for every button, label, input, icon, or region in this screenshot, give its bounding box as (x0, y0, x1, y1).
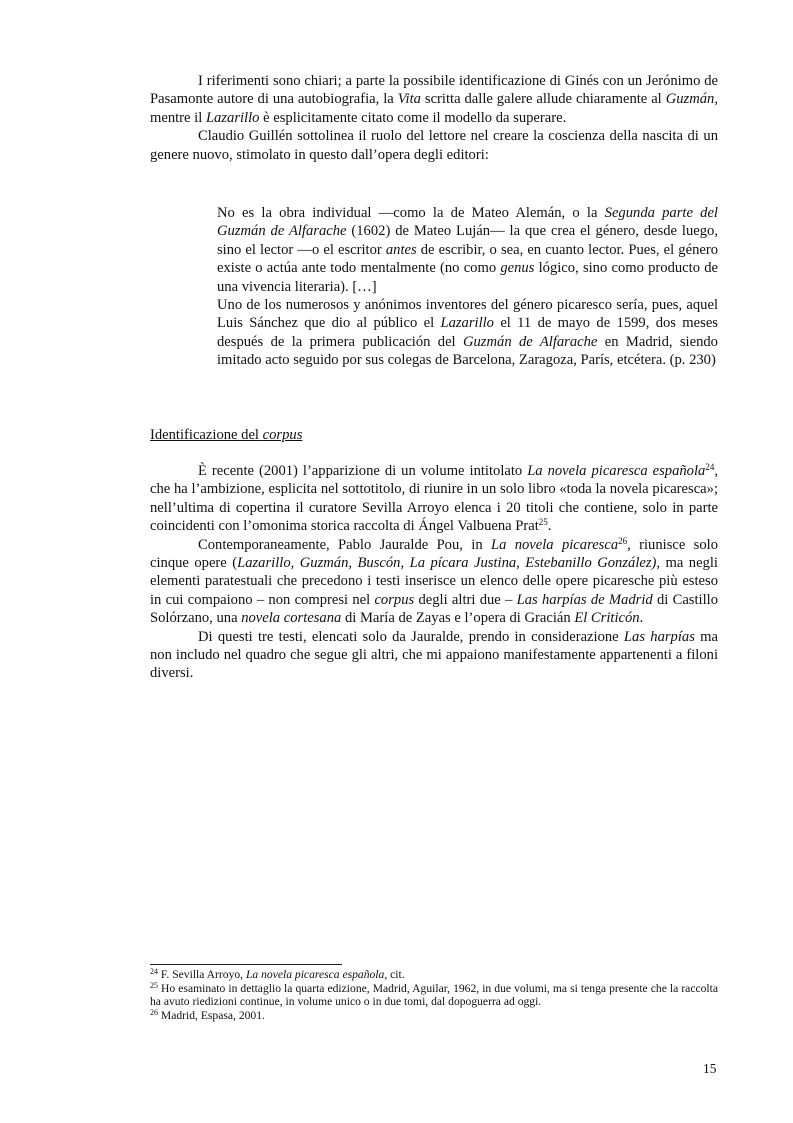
italic-title: Guzmán de Alfarache (462, 333, 598, 350)
text-run: Madrid, Espasa, 2001. (158, 1008, 265, 1022)
italic-title: Lazarillo (205, 109, 260, 126)
text-run: el 11 de mayo de 1599, dos meses después de la primera publicación del (217, 315, 718, 350)
text-run: en Madrid, siendo imitado acto seguido por sus colegas de Barcelona, Zaragoza, París, etcétera. (p. 230) (217, 333, 718, 369)
text-run: , che ha l’ambizione, esplicita nel sottotitolo, di riunire in un solo libro «toda la novela picaresca»; nell’ultima di copertina il curatore Sevilla Arroyo elenca i 20 titoli che contiene, solo in parte coincidenti con l’omonima storica raccolta di Ángel Valbuena Prat (150, 463, 718, 535)
footnotes (150, 968, 718, 1022)
text-run: è esplicitamente citato come il modello da superare. (259, 109, 567, 126)
footnote-26 (150, 1009, 718, 1023)
text-run: , ma negli elementi paratestuali che precedono i testi inserisce un elenco delle opere picaresche più esteso in cui compaiono – non compresi nel (150, 555, 718, 608)
italic-title: Lazarillo (237, 555, 291, 572)
italic-word: genus (500, 260, 535, 277)
text-run: È recente (2001) l’apparizione di un volume intitolato (198, 463, 528, 479)
paragraph-1 (150, 72, 718, 127)
paragraph-3 (150, 462, 718, 536)
italic-title: El Criticón (574, 610, 640, 627)
italic-title: Vita (397, 91, 421, 108)
text-run: Ho esaminato in dettaglio la quarta edizione, Madrid, Aguilar, 1962, in due volumi, ma si tenga presente che la raccolta ha avuto riedizioni continue, in volume unico o in due tomi, dal dopoguerra ad oggi. (150, 981, 718, 1009)
text-run: F. Sevilla Arroyo, (158, 968, 246, 981)
italic-title: La novela picaresca española (245, 968, 385, 981)
text-run: di María de Zayas e l’opera di Gracián (341, 610, 575, 627)
footnote-number: 26 (150, 1007, 158, 1017)
italic-title: La pícara Justina (409, 555, 517, 572)
body-intro (150, 72, 718, 164)
quote-paragraph-2 (217, 296, 718, 370)
italic-title: Lazarillo (440, 315, 494, 332)
italic-title: Guzmán (299, 555, 349, 572)
footnote-separator (150, 964, 342, 965)
paragraph-5 (150, 628, 718, 683)
section-body (150, 462, 718, 683)
paragraph-2: Claudio Guillén sottolinea il ruolo del lettore nel creare la coscienza della nascita di un genere nuovo, stimolato in questo dall’opera degli editori: (150, 128, 718, 163)
footnote-ref-25[interactable]: 25 (538, 517, 548, 528)
text-run: lógico, sino como producto de una vivencia literaria). […] (217, 260, 718, 295)
footnote-24 (150, 968, 718, 982)
text-run: . (547, 518, 552, 535)
italic-title: Estebanillo González) (525, 555, 657, 572)
footnote-number: 25 (150, 980, 158, 990)
text-run: Uno de los numerosos y anónimos inventores del género picaresco sería, pues, aquel Luis Sánchez que dio al público el (217, 297, 718, 332)
italic-title: Buscón (357, 555, 401, 572)
text-run: , (400, 555, 410, 572)
text-run: (1602) de Mateo Luján— la que crea el género, desde luego, sino el lector —o el escritor (217, 223, 718, 258)
italic-word: corpus (374, 591, 415, 608)
heading-text: Identificazione del (150, 427, 263, 443)
footnote-number: 24 (150, 967, 158, 976)
italic-title: Segunda parte del Guzmán de Alfarache (217, 205, 718, 240)
text-run: , (348, 555, 358, 572)
text-run: I riferimenti sono chiari; a parte la possibile identificazione di Ginés con un Jerónimo de Pasamonte autore di una autobiografia, la (150, 73, 718, 108)
text-run: , riunisce solo cinque opere ( (150, 536, 718, 572)
text-run: , cit. (384, 968, 405, 981)
footnote-ref-26[interactable]: 26 (618, 535, 628, 546)
italic-title: novela cortesana (241, 610, 342, 627)
block-quote (217, 204, 718, 370)
text-run: di Castillo Solórzano, una (150, 591, 718, 627)
italic-word: antes (385, 241, 417, 258)
text-run: scritta dalle galere allude chiaramente al (420, 91, 666, 108)
footnote-25 (150, 982, 718, 1009)
text-run: , mentre il (150, 91, 718, 126)
footnote-ref-24[interactable]: 24 (705, 462, 715, 472)
text-run: No es la obra individual —como la de Mateo Alemán, o la (217, 205, 605, 221)
italic-title: La novela picaresca (490, 536, 619, 553)
italic-title: Guzmán (665, 91, 715, 108)
text-run: , (290, 555, 300, 572)
quote-paragraph-1 (217, 204, 718, 296)
text-run: de escribir, o sea, en cuanto lector. Pues, el género existe o actúa ante todo mentalmente (no como (217, 241, 718, 277)
text-run: degli altri due – (414, 591, 517, 608)
text-run: . (639, 610, 644, 627)
section-heading (150, 426, 302, 444)
text-run: Di questi tre testi, elencati solo da Jauralde, prendo in considerazione (198, 628, 624, 645)
heading-italic: corpus (262, 427, 303, 443)
text-run: Contemporaneamente, Pablo Jauralde Pou, in (198, 536, 491, 553)
paragraph-4 (150, 536, 718, 628)
text-run: ma non includo nel quadro che segue gli altri, che mi appaiono manifestamente appartenenti a filoni diversi. (150, 628, 718, 682)
page-number: 15 (703, 1061, 717, 1076)
italic-title: Las harpías de Madrid (516, 591, 653, 608)
italic-title: Las harpías (623, 628, 695, 645)
text-run: , (516, 555, 526, 572)
italic-title: La novela picaresca española (527, 463, 706, 479)
